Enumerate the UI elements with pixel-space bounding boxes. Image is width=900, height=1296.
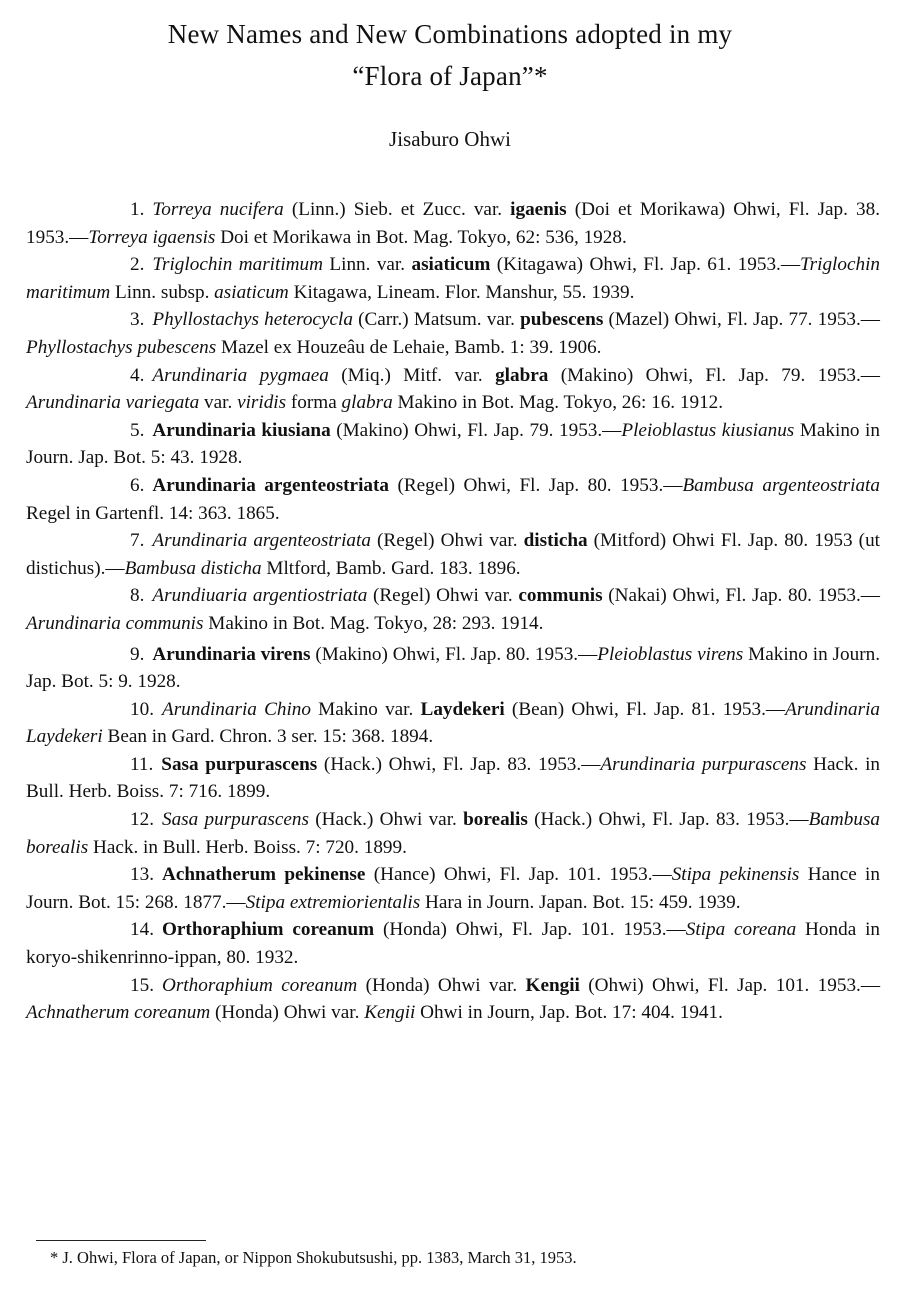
citation-text: Hance in Journ. Bot. 15: 268. 1877.— <box>26 864 880 913</box>
footnote: * J. Ohwi, Flora of Japan, or Nippon Shokubutsushi, pp. 1383, March 31, 1953. <box>50 1248 577 1267</box>
citation-text: Linn. subsp. <box>110 281 215 303</box>
citation-text: (Mazel) Ohwi, Fl. Jap. 77. 1953.— <box>603 309 880 331</box>
citation-text: (Honda) Ohwi, Fl. Jap. 101. 1953.— <box>374 919 686 941</box>
citation-text: (Doi et Morikawa) Ohwi, Fl. Jap. 38. 1953.— <box>26 199 881 248</box>
nomenclature-entry <box>26 251 880 306</box>
citation-text: (Hack.) Ohwi, Fl. Jap. 83. 1953.— <box>317 753 601 775</box>
citation-text: Doi et Morikawa in Bot. Mag. Tokyo, 62: 536, 1928. <box>215 226 627 248</box>
taxon-name: Bambusa borealis <box>26 809 881 858</box>
citation-text: (Makino) Ohwi, Fl. Jap. 80. 1953.— <box>310 643 598 665</box>
citation-text: (Carr.) Matsum. var. <box>352 309 521 331</box>
new-name: Laydekeri <box>420 698 505 720</box>
citation-text: Ohwi in Journ, Jap. Bot. 17: 404. 1941. <box>415 1002 723 1024</box>
taxon-name: Stipa extremiorientalis <box>245 891 421 913</box>
citation-text: (Mitford) Ohwi Fl. Jap. 80. 1953 (ut distichus).— <box>26 530 880 579</box>
taxon-name: Arundinaria pygmaea <box>152 364 329 386</box>
new-name: Sasa purpurascens <box>161 753 318 775</box>
nomenclature-entry <box>26 916 880 971</box>
taxon-name: Torreya igaensis <box>88 226 216 248</box>
taxon-name: Kengii <box>364 1002 416 1024</box>
citation-text: Makino in Journ. Jap. Bot. 5: 9. 1928. <box>26 643 880 693</box>
new-name: disticha <box>523 530 588 552</box>
entry-list <box>26 196 880 1027</box>
entry-number: 12. <box>130 809 154 831</box>
new-name: Arundinaria virens <box>152 643 311 665</box>
new-name: asiaticum <box>411 254 491 276</box>
entry-number: 5. <box>130 419 145 441</box>
citation-text: (Hack.) Ohwi, Fl. Jap. 83. 1953.— <box>527 809 809 831</box>
citation-text: (Honda) Ohwi var. <box>210 1002 365 1024</box>
citation-text: Hara in Journ. Japan. Bot. 15: 459. 1939. <box>420 891 741 913</box>
nomenclature-entry <box>26 641 880 696</box>
taxon-name: asiaticum <box>214 281 289 303</box>
paper-title-line-2: “Flora of Japan”* <box>352 61 548 91</box>
entry-number: 11. <box>130 753 154 775</box>
citation-text: (Makino) Ohwi, Fl. Jap. 79. 1953.— <box>330 419 622 441</box>
citation-text: Makino var. <box>310 698 421 720</box>
nomenclature-entry <box>26 696 880 751</box>
new-name: borealis <box>463 809 528 831</box>
citation-text: (Hance) Ohwi, Fl. Jap. 101. 1953.— <box>365 864 672 886</box>
citation-text: forma <box>286 392 342 414</box>
citation-text: Hack. in Bull. Herb. Boiss. 7: 716. 1899. <box>26 753 880 803</box>
citation-text: Makino in Bot. Mag. Tokyo, 28: 293. 1914. <box>203 612 544 634</box>
citation-text: Makino in Bot. Mag. Tokyo, 26: 16. 1912. <box>392 392 724 414</box>
taxon-name: Stipa pekinensis <box>671 864 800 886</box>
taxon-name: Arundinaria communis <box>26 612 204 634</box>
new-name: igaenis <box>510 199 567 220</box>
taxon-name: Arundinaria Laydekeri <box>26 698 880 748</box>
nomenclature-entry <box>26 527 880 582</box>
taxon-name: Triglochin maritimum <box>26 254 880 303</box>
citation-text: Mltford, Bamb. Gard. 183. 1896. <box>261 557 521 579</box>
new-name: Arundinaria kiusiana <box>152 419 331 441</box>
citation-text: Bean in Gard. Chron. 3 ser. 15: 368. 1894. <box>102 726 434 748</box>
nomenclature-entry <box>26 472 880 527</box>
taxon-name: Torreya nucifera <box>152 199 284 220</box>
entry-number: 15. <box>130 974 154 996</box>
taxon-name: Arundinaria argenteostriata <box>152 530 371 552</box>
entry-number: 10. <box>130 698 154 720</box>
new-name: glabra <box>495 364 549 386</box>
taxon-name: Sasa purpurascens <box>161 809 309 831</box>
taxon-name: Triglochin maritimum <box>152 254 323 276</box>
citation-text: (Ohwi) Ohwi, Fl. Jap. 101. 1953.— <box>579 974 881 996</box>
entry-number: 1. <box>130 199 145 220</box>
citation-text: (Regel) Ohwi var. <box>370 530 524 552</box>
nomenclature-entry <box>26 362 880 417</box>
new-name: pubescens <box>520 309 604 331</box>
entry-number: 7. <box>130 530 145 552</box>
citation-text: Honda in koryo-shikenrinno-ippan, 80. 1932. <box>26 919 880 969</box>
citation-text: (Nakai) Ohwi, Fl. Jap. 80. 1953.— <box>602 585 880 607</box>
citation-text: Linn. var. <box>322 254 412 276</box>
taxon-name: Arundinaria purpurascens <box>600 753 807 775</box>
entry-number: 3. <box>130 309 145 331</box>
taxon-name: Arundiuaria argentiostriata <box>152 585 368 607</box>
entry-number: 2. <box>130 254 145 276</box>
citation-text: (Honda) Ohwi var. <box>357 974 526 996</box>
taxon-name: Bambusa argenteostriata <box>682 474 880 496</box>
taxon-name: Phyllostachys pubescens <box>26 336 217 358</box>
citation-text: Regel in Gartenfl. 14: 363. 1865. <box>26 502 280 524</box>
entry-number: 6. <box>130 474 145 496</box>
new-name: Achnatherum pekinense <box>161 864 366 886</box>
citation-text: Kitagawa, Lineam. Flor. Manshur, 55. 1939. <box>288 281 635 303</box>
nomenclature-entry <box>26 972 880 1027</box>
nomenclature-entry <box>26 806 880 861</box>
citation-text: (Hack.) Ohwi var. <box>309 809 464 831</box>
author-name: Jisaburo Ohwi <box>389 127 511 151</box>
nomenclature-entry <box>26 306 880 361</box>
citation-text: (Regel) Ohwi var. <box>367 585 519 607</box>
new-name: Arundinaria argenteostriata <box>152 474 389 496</box>
taxon-name: Arundinaria variegata <box>26 392 200 414</box>
taxon-name: Phyllostachys heterocycla <box>152 309 353 331</box>
citation-text: var. <box>199 392 238 414</box>
nomenclature-entry <box>26 582 880 637</box>
entry-number: 13. <box>130 864 154 886</box>
taxon-name: Stipa coreana <box>685 919 797 941</box>
citation-text: (Linn.) Sieb. et Zucc. var. <box>283 199 511 220</box>
nomenclature-entry <box>26 196 880 251</box>
citation-text: Makino in Journ. Jap. Bot. 5: 43. 1928. <box>26 419 880 469</box>
taxon-name: Pleioblastus kiusianus <box>621 419 795 441</box>
citation-text: Hack. in Bull. Herb. Boiss. 7: 720. 1899. <box>88 836 407 858</box>
new-name: Orthoraphium coreanum <box>161 919 375 941</box>
paper-title-line-1: New Names and New Combinations adopted in my <box>167 19 733 49</box>
taxon-name: viridis <box>237 392 287 414</box>
citation-text: (Regel) Ohwi, Fl. Jap. 80. 1953.— <box>388 474 683 496</box>
entry-number: 4. <box>130 364 145 386</box>
citation-text: Mazel ex Houzeâu de Lehaie, Bamb. 1: 39. 1906. <box>216 336 602 358</box>
taxon-name: Orthoraphium coreanum <box>161 974 358 996</box>
taxon-name: Arundinaria Chino <box>161 698 311 720</box>
nomenclature-entry <box>26 417 880 472</box>
citation-text: (Makino) Ohwi, Fl. Jap. 79. 1953.— <box>548 364 880 386</box>
new-name: Kengii <box>525 974 580 996</box>
taxon-name: Pleioblastus virens <box>597 643 744 665</box>
taxon-name: Achnatherum coreanum <box>26 1002 211 1024</box>
new-name: communis <box>518 585 603 607</box>
entry-number: 9. <box>130 643 145 665</box>
taxon-name: glabra <box>341 392 393 414</box>
nomenclature-entry <box>26 751 880 806</box>
citation-text: (Bean) Ohwi, Fl. Jap. 81. 1953.— <box>504 698 786 720</box>
citation-text: (Kitagawa) Ohwi, Fl. Jap. 61. 1953.— <box>490 254 801 276</box>
footnote-divider <box>36 1240 206 1241</box>
citation-text: (Miq.) Mitf. var. <box>328 364 496 386</box>
taxon-name: Bambusa disticha <box>124 557 262 579</box>
nomenclature-entry <box>26 861 880 916</box>
entry-number: 14. <box>130 919 154 941</box>
entry-number: 8. <box>130 585 145 607</box>
